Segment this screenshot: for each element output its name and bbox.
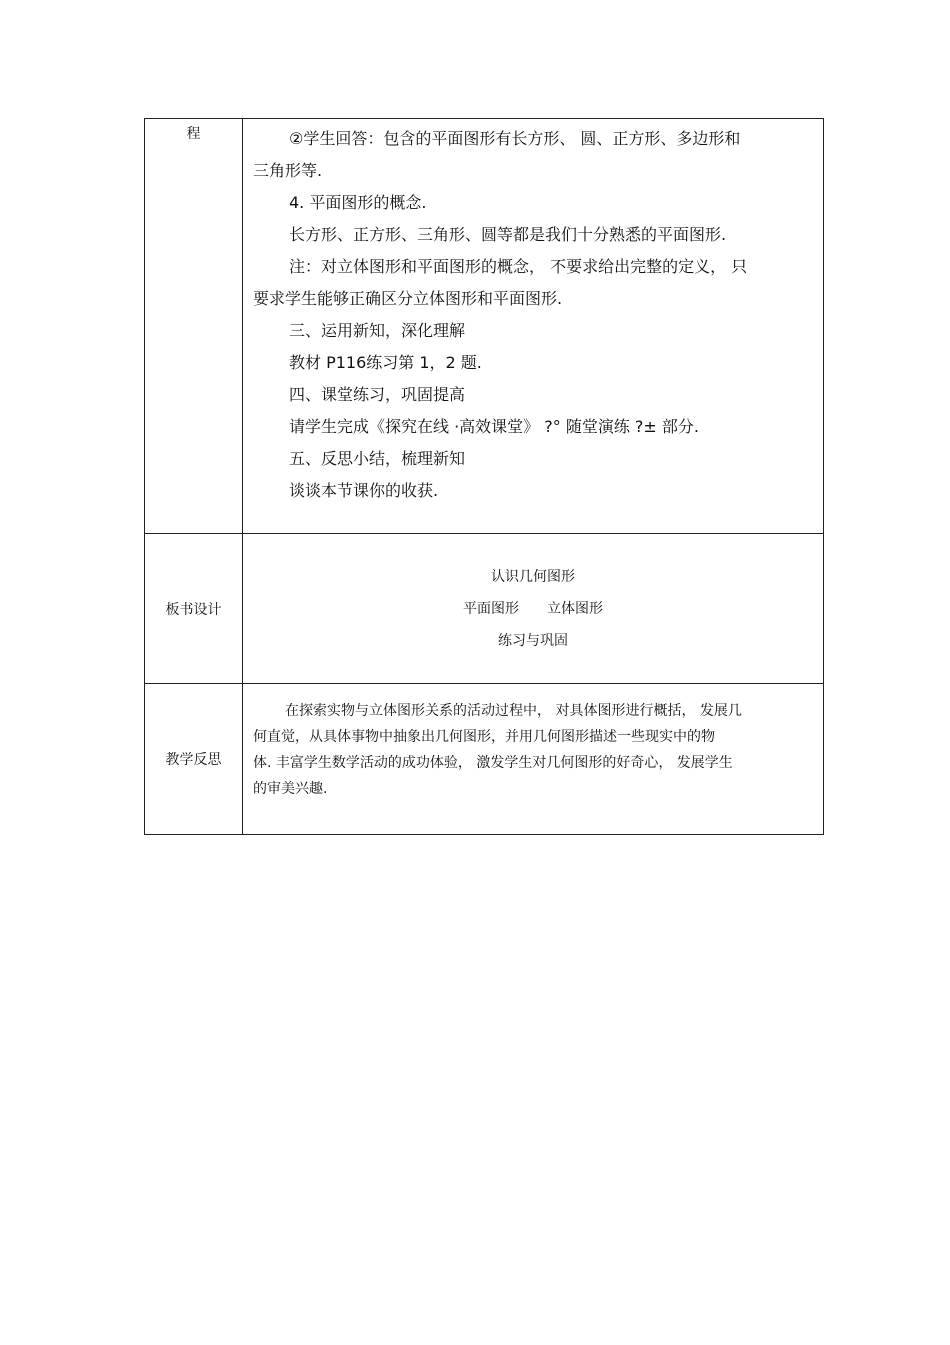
process-line: 三、运用新知，深化理解: [289, 321, 466, 340]
reflection-line: 何直觉，从具体事物中抽象出几何图形，并用几何图形描述一些现实中的物: [253, 729, 715, 745]
reflection-row: [145, 684, 824, 835]
reflection-content: [243, 684, 824, 835]
process-line: ②学生回答：包含的平面图形有长方形、 圆、正方形、多边形和: [289, 129, 741, 148]
board-right-item: 立体图形: [547, 600, 603, 617]
reflection-line: 在探索实物与立体图形关系的活动过程中， 对具体图形进行概括， 发展几: [285, 703, 742, 719]
process-line: 4. 平面图形的概念.: [289, 193, 427, 212]
lesson-plan-table: [144, 118, 824, 835]
board-bottom: 练习与巩固: [498, 632, 568, 649]
board-middle: [243, 593, 823, 625]
reflection-line: 体. 丰富学生数学活动的成功体验， 激发学生对几何图形的好奇心， 发展学生: [253, 755, 733, 771]
board-title: 认识几何图形: [491, 568, 575, 585]
board-content: [243, 534, 824, 684]
reflection-label: 教学反思: [145, 684, 243, 835]
process-line: 四、课堂练习，巩固提高: [289, 385, 466, 404]
process-row: [145, 119, 824, 534]
process-line: 长方形、正方形、三角形、圆等都是我们十分熟悉的平面图形.: [289, 225, 727, 244]
board-label: 板书设计: [145, 534, 243, 684]
process-line: 三角形等.: [253, 161, 323, 180]
board-row: [145, 534, 824, 684]
process-line: 请学生完成《探究在线 ·高效课堂》 ?° 随堂演练 ?± 部分.: [289, 417, 699, 436]
board-left-item: 平面图形: [463, 600, 519, 617]
process-line: 五、反思小结，梳理新知: [289, 449, 466, 468]
process-line: 注：对立体图形和平面图形的概念， 不要求给出完整的定义， 只: [289, 257, 748, 276]
reflection-line: 的审美兴趣.: [253, 781, 328, 797]
process-label: 程: [145, 119, 243, 534]
process-line: 要求学生能够正确区分立体图形和平面图形.: [253, 289, 563, 308]
process-line: 教材 P116练习第 1，2 题.: [289, 353, 482, 372]
process-content: [243, 119, 824, 534]
process-line: 谈谈本节课你的收获.: [289, 481, 439, 500]
